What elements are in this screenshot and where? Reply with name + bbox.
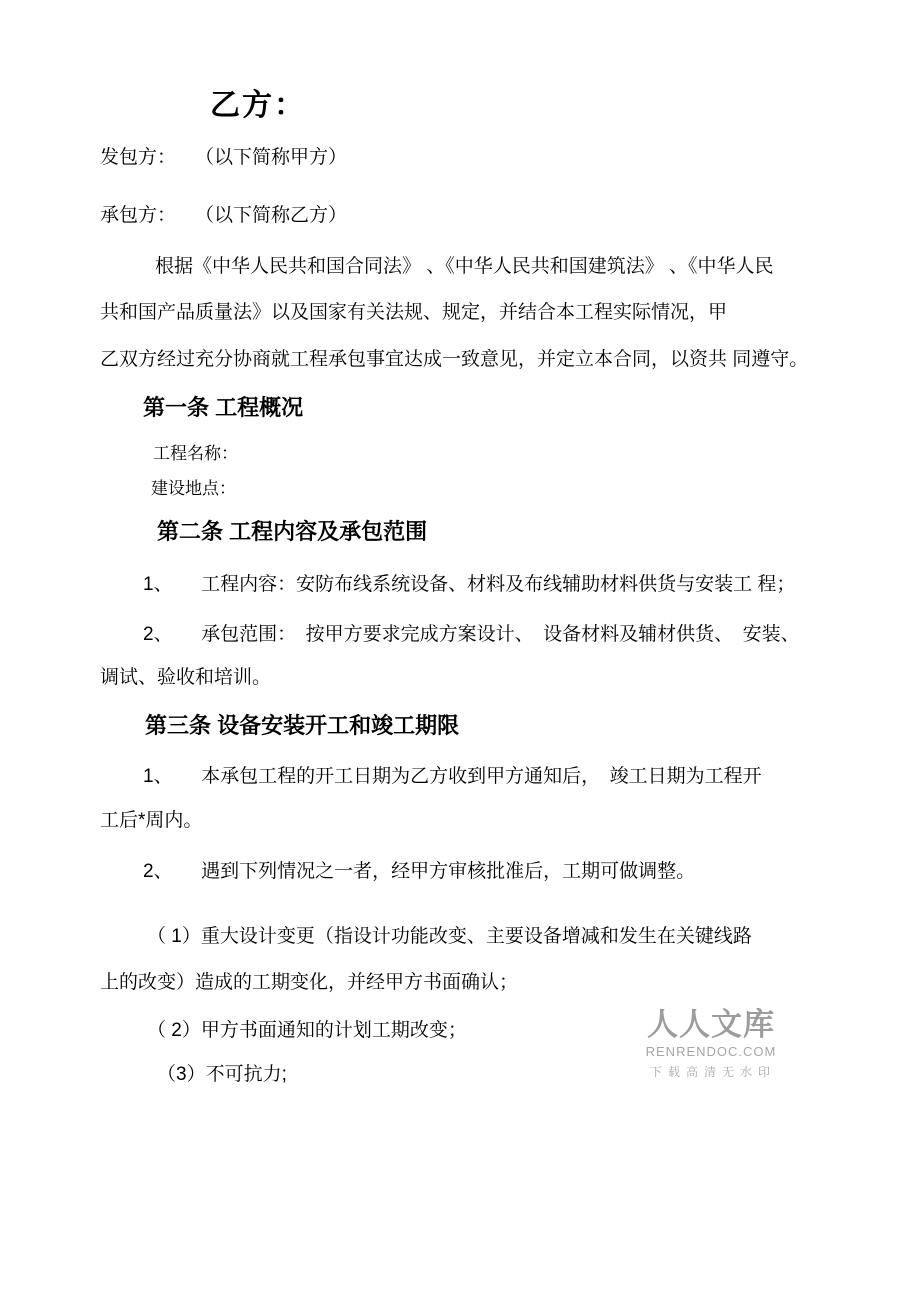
adjustment-clause-1-line-2: 上的改变）造成的工期变化，并经甲方书面确认； <box>100 972 519 993</box>
adjustment-clause-2: （ 2）甲方书面通知的计划工期改变； <box>147 1020 467 1041</box>
article-3-heading: 第三条 设备安装开工和竣工期限 <box>145 713 460 738</box>
article-3-item-2: 2、 遇到下列情况之一者，经甲方审核批准后，工期可做调整。 <box>143 861 696 882</box>
party-b-line: 承包方： （以下简称乙方） <box>100 205 348 226</box>
article-2-heading: 第二条 工程内容及承包范围 <box>157 519 428 544</box>
article-1-heading: 第一条 工程概况 <box>143 395 304 420</box>
project-location-label: 建设地点： <box>151 479 236 498</box>
adjustment-clause-1-line-1: （ 1）重大设计变更（指设计功能改变、主要设备增减和发生在关键线路 <box>147 926 752 947</box>
article-3-item-1: 1、 本承包工程的开工日期为乙方收到甲方通知后， 竣工日期为工程开 <box>143 766 762 787</box>
preamble-line-3: 乙双方经过充分协商就工程承包事宜达成一致意见，并定立本合同，以资共 同遵守。 <box>100 349 809 370</box>
watermark-tagline-text: 下载高清无水印 <box>649 1065 776 1080</box>
article-2-item-1: 1、 工程内容：安防布线系统设备、材料及布线辅助材料供货与安装工 程； <box>143 574 796 595</box>
document-title: 乙方： <box>210 89 306 122</box>
article-2-item-2: 2、 承包范围： 按甲方要求完成方案设计、 设备材料及辅材供货、 安装、 <box>143 624 800 645</box>
article-2-item-2-continuation: 调试、验收和培训。 <box>100 667 272 688</box>
watermark-brand-text: 人人文库 <box>647 1007 775 1042</box>
party-a-line: 发包方： （以下简称甲方） <box>100 147 348 168</box>
project-name-label: 工程名称： <box>153 444 238 463</box>
article-3-item-1-continuation: 工后*周内。 <box>100 810 203 831</box>
watermark <box>643 1008 779 1080</box>
watermark-domain-text: RENRENDOC.COM <box>645 1044 777 1060</box>
preamble-line-2: 共和国产品质量法》以及国家有关法规、规定，并结合本工程实际情况，甲 <box>100 302 728 323</box>
preamble-line-1: 根据《中华人民共和国合同法》 、《中华人民共和国建筑法》 、《中华人民 <box>155 256 774 277</box>
adjustment-clause-3: （3）不可抗力; <box>157 1064 287 1085</box>
